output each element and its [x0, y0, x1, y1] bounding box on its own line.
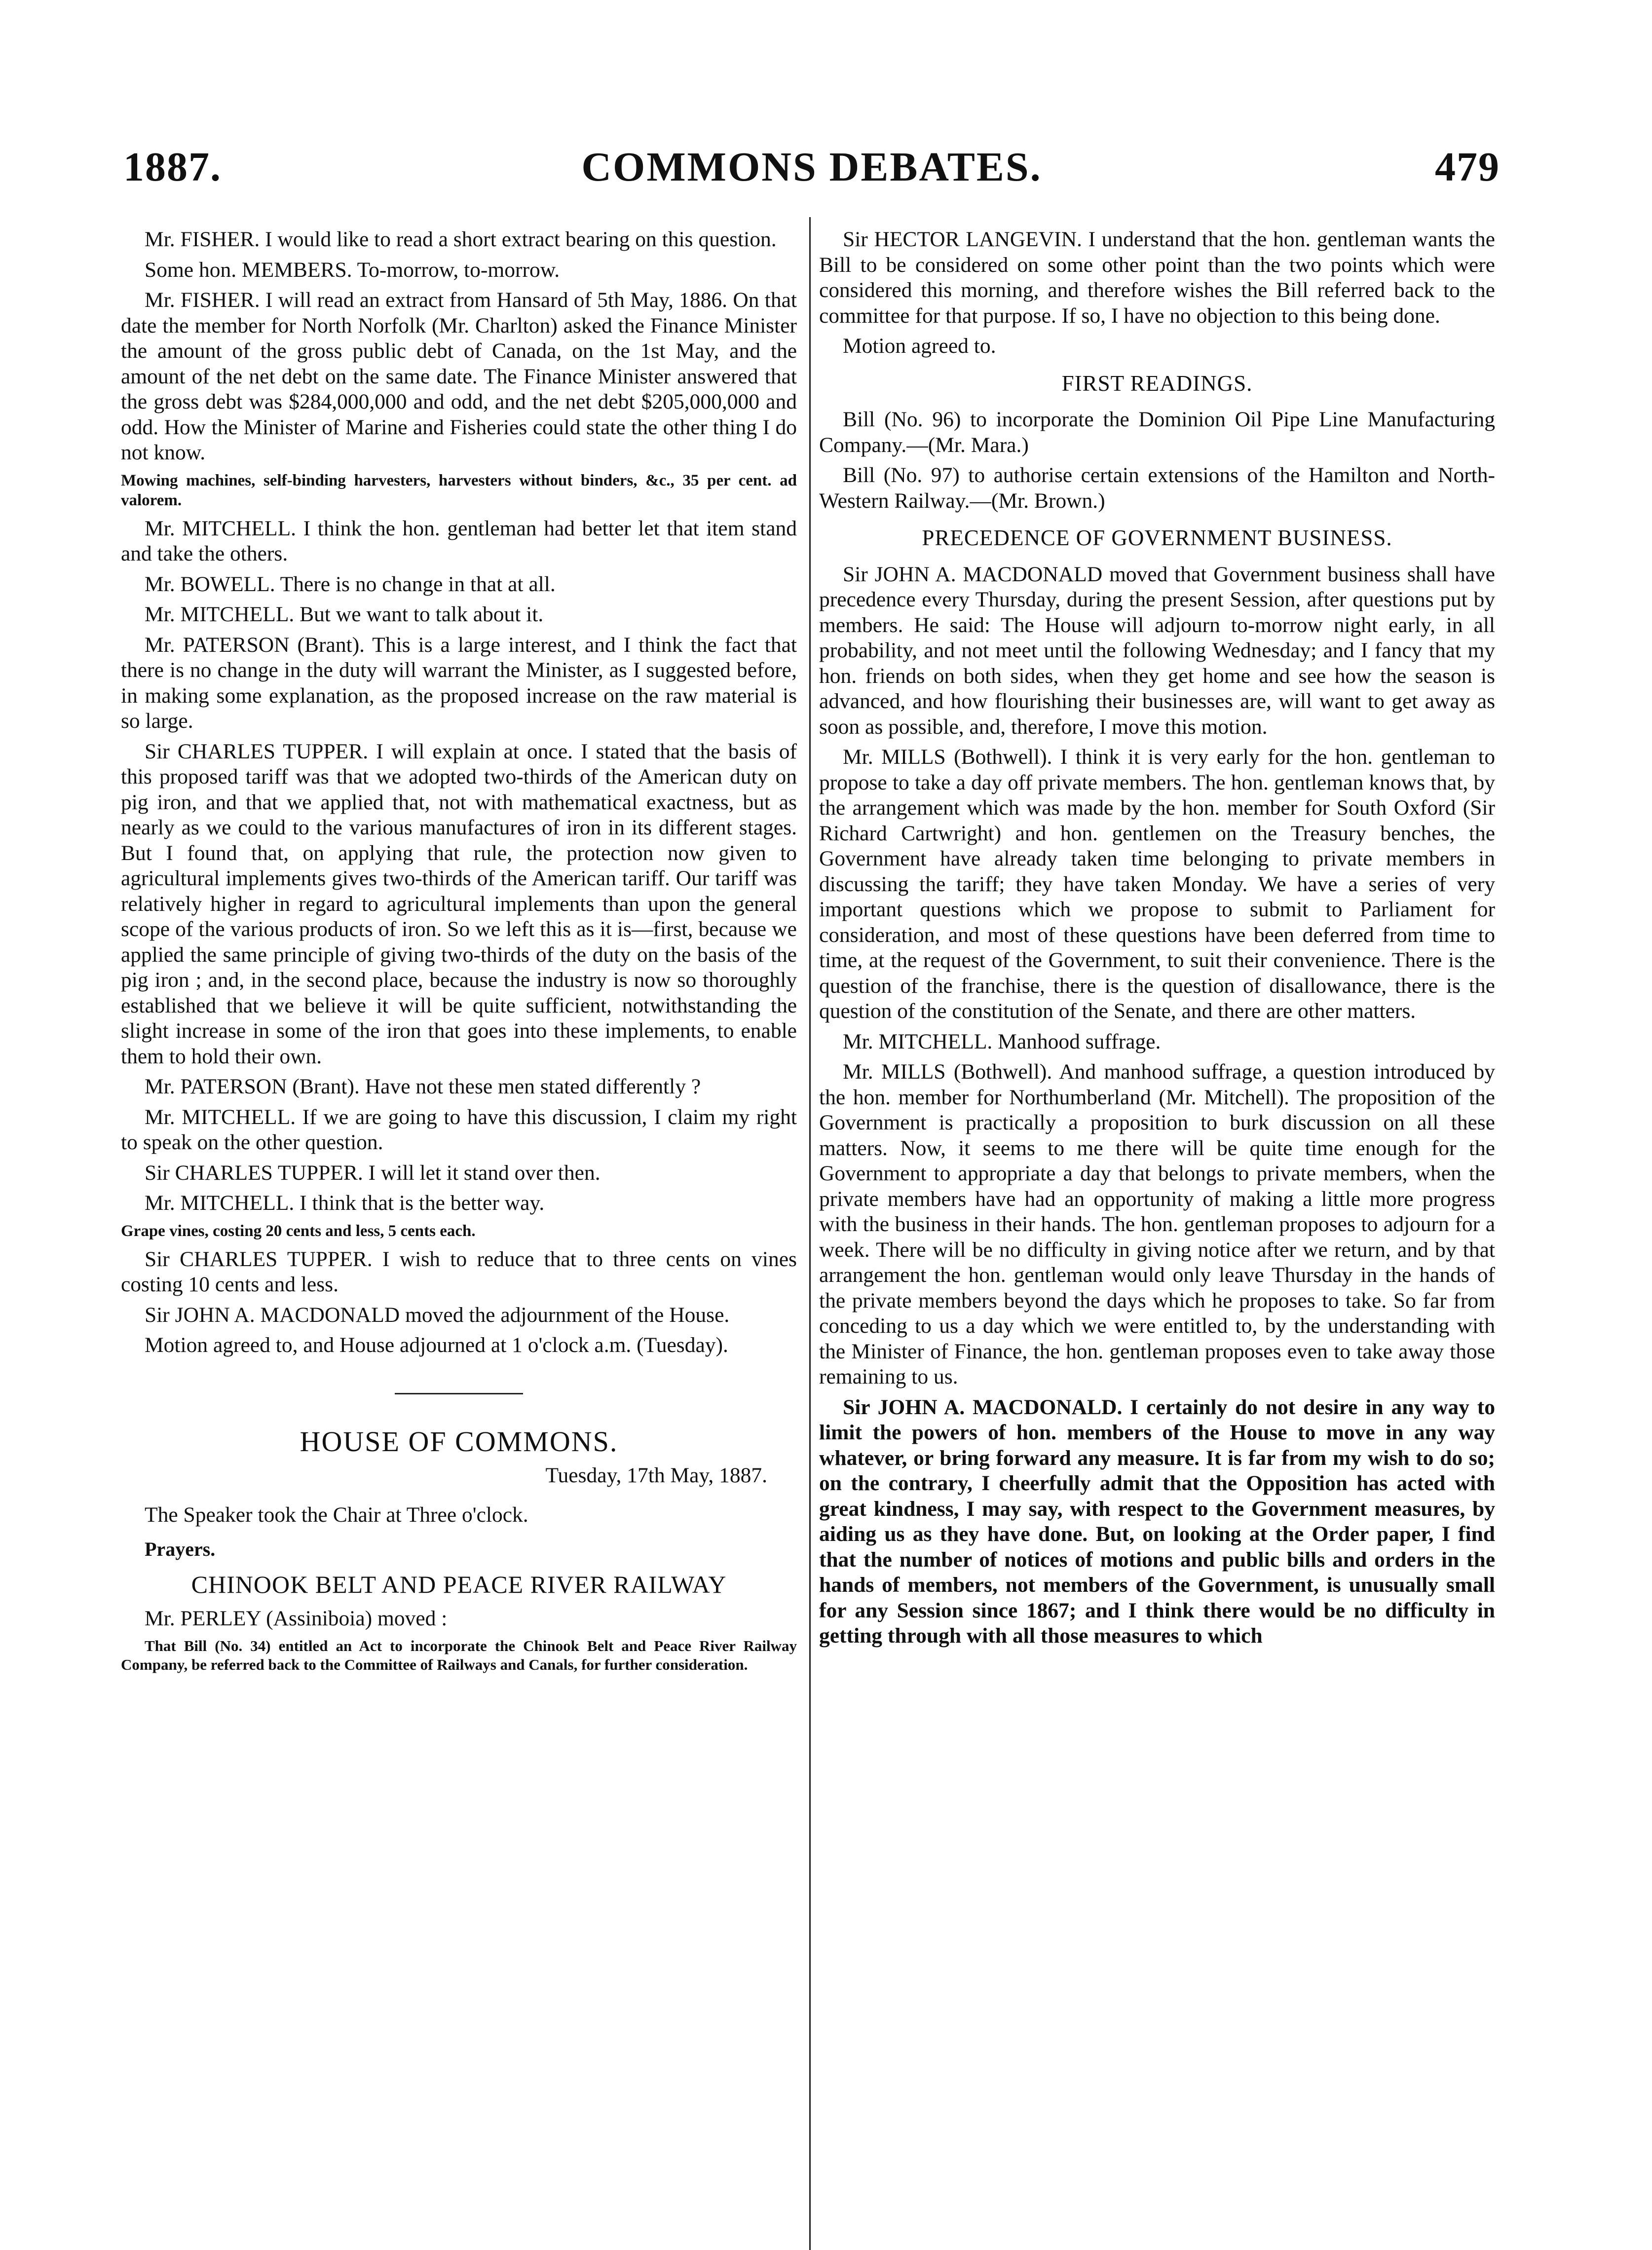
column-divider [809, 217, 811, 2250]
speaker-line: The Speaker took the Chair at Three o'clock. [145, 1502, 528, 1527]
paragraph: Sir CHARLES TUPPER. I wish to reduce that to three cents on vines costing 10 cents and less. [121, 1247, 797, 1296]
paragraph: Mr. PATERSON (Brant). This is a large interest, and I think the fact that there is no change in the duty will warrant the Minister, as I suggested before, in making some explanation, as the proposed increase on the raw material is so large. [121, 633, 797, 733]
paragraph: Mr. MITCHELL. I think the hon. gentleman had better let that item stand and take the others. [121, 516, 797, 565]
paragraph: Bill (No. 96) to incorporate the Dominion Oil Pipe Line Manufacturing Company.—(Mr. Mara.) [819, 408, 1495, 457]
paragraph: Sir JOHN A. MACDONALD. I certainly do not desire in any way to limit the powers of hon. members of the House to move in any way whatever, or bring forward any measure. It is far from my wish to do so; on the contrary, I cheerfully admit that the Opposition has acted with great kindness, I may say, with respect to the Government measures, by aiding us as they have done. But, on looking at the Order paper, I find that the number of notices of motions and public bills and orders in the hands of members, not members of the Government, is unusually small for any Session since 1867; and I think there would be no difficulty in getting through with all those measures to which [819, 1395, 1495, 1648]
paragraph: Mr. FISHER. I would like to read a short extract bearing on this question. [145, 227, 777, 251]
paragraph: Mr. MILLS (Bothwell). And manhood suffrage, a question introduced by the hon. member for Northumberland (Mr. Mitchell). The proposition of the Government is practically a proposition to burk discussion on all these matters. Now, it seems to me there will be quite time enough for the Government to appropriate a day that belongs to private members, when the private members have had an opportunity of making a little more progress with the business in their hands. The hon. gentleman proposes to adjourn for a week. There will be no difficulty in giving notice after we return, and by that arrangement the hon. gentleman would only leave Thursday in the hands of the private members beyond the days which he proposes to take. So far from conceding to us a day which we were entitled to, by the understanding with the Minister of Finance, the hon. gentleman proposes even to take away those remaining to us. [819, 1060, 1495, 1388]
paragraph: Sir HECTOR LANGEVIN. I understand that the hon. gentleman wants the Bill to be considered on some other point than the two points which were considered this morning, and therefore wishes the Bill referred back to the committee for that purpose. If so, I have no objection to this being done. [819, 227, 1495, 328]
page-number: 479 [1435, 144, 1500, 190]
house-heading: HOUSE OF COMMONS. [300, 1425, 618, 1458]
precedence-heading: PRECEDENCE OF GOVERNMENT BUSINESS. [922, 525, 1392, 550]
header-title: COMMONS DEBATES. [581, 144, 1042, 190]
paragraph: Mr. MITCHELL. I think that is the better way. [145, 1191, 545, 1215]
paragraph: Sir JOHN A. MACDONALD moved that Government business shall have precedence every Thursday, during the present Session, after questions put by members. He said: The House will adjourn to-morrow night early, in all probability, and not meet until the following Wednesday; and I fancy that my hon. friends on both sides, when they get home and see how the season is advanced, and how flourishing their businesses are, will want to get away as soon as possible, and, therefore, I move this motion. [819, 562, 1495, 739]
dateline: Tuesday, 17th May, 1887. [545, 1463, 767, 1487]
paragraph: Motion agreed to, and House adjourned at 1 o'clock a.m. (Tuesday). [145, 1333, 728, 1357]
railway-heading: CHINOOK BELT AND PEACE RIVER RAILWAY [191, 1570, 727, 1598]
tariff-item: Mowing machines, self-binding harvesters, harvesters without binders, &c., 35 per cent. ad valorem. [121, 471, 797, 509]
paragraph: Mr. MITCHELL. If we are going to have this discussion, I claim my right to speak on the other question. [121, 1105, 797, 1154]
paragraph: Some hon. MEMBERS. To-morrow, to-morrow. [145, 258, 560, 282]
paragraph: Mr. PERLEY (Assiniboia) moved : [145, 1607, 448, 1630]
motion-text: That Bill (No. 34) entitled an Act to incorporate the Chinook Belt and Peace River Railway Company, be referred back to the Committee of Railways and Canals, for further consideration. [121, 1637, 797, 1673]
prayers-heading: Prayers. [145, 1538, 216, 1560]
paragraph: Mr. PATERSON (Brant). Have not these men stated differently ? [145, 1075, 701, 1098]
tariff-item: Grape vines, costing 20 cents and less, 5 cents each. [121, 1222, 476, 1240]
paragraph: Mr. MITCHELL. But we want to talk about it. [145, 602, 544, 626]
paragraph: Sir JOHN A. MACDONALD moved the adjournment of the House. [145, 1303, 730, 1327]
paragraph: Mr. MILLS (Bothwell). I think it is very early for the hon. gentleman to propose to take a day off private members. The hon. gentleman knows that, by the arrangement which was made by the hon. member for South Oxford (Sir Richard Cartwright) and hon. gentlemen on the Treasury benches, the Government have already taken time belonging to private members in discussing the tariff; they have taken Monday. We have a series of very important questions which we propose to submit to Parliament for consideration, and most of these questions have been deferred from time to time, at the request of the Government, to suit their convenience. There is the question of the franchise, there is the question of disallowance, there is the question of the constitution of the Senate, and there are other matters. [819, 745, 1495, 1023]
paragraph: Mr. MITCHELL. Manhood suffrage. [843, 1029, 1161, 1053]
paragraph: Sir CHARLES TUPPER. I will explain at once. I stated that the basis of this proposed tariff was that we adopted two-thirds of the American duty on pig iron, and that we applied that, not with mathematical exactness, but as nearly as we could to the various manufactures of iron in its different stages. But I found that, on applying that rule, the protection now given to agricultural implements gives two-thirds of the American tariff. Our tariff was relatively higher in regard to agricultural implements than upon the general scope of the various products of iron. So we left this as it is—first, because we applied the same principle of giving two-thirds of the duty on the basis of the pig iron ; and, in the second place, because the industry is now so thoroughly established that we believe it will be quite sufficient, notwithstanding the slight increase in some of the iron that goes into these implements, to enable them to hold their own. [121, 739, 797, 1068]
page-header [123, 143, 1500, 197]
right-column [819, 227, 1495, 1654]
left-column [121, 227, 797, 1674]
paragraph: Mr. FISHER. I will read an extract from Hansard of 5th May, 1886. On that date the member for North Norfolk (Mr. Charlton) asked the Finance Minister the amount of the gross public debt of Canada, on the 1st May, and the amount of the net debt on the same date. The Finance Minister answered that the gross debt was $284,000,000 and odd, and the net debt $205,000,000 and odd. How the Minister of Marine and Fisheries could state the other thing I do not know. [121, 288, 797, 464]
paragraph: Motion agreed to. [843, 334, 996, 358]
header-year: 1887. [123, 144, 222, 190]
paragraph: Bill (No. 97) to authorise certain extensions of the Hamilton and North-Western Railway.—(Mr. Brown.) [819, 463, 1495, 513]
section-divider [395, 1393, 523, 1394]
paragraph: Mr. BOWELL. There is no change in that at all. [145, 572, 556, 596]
first-readings-heading: FIRST READINGS. [1061, 371, 1253, 396]
paragraph: Sir CHARLES TUPPER. I will let it stand over then. [145, 1161, 601, 1185]
